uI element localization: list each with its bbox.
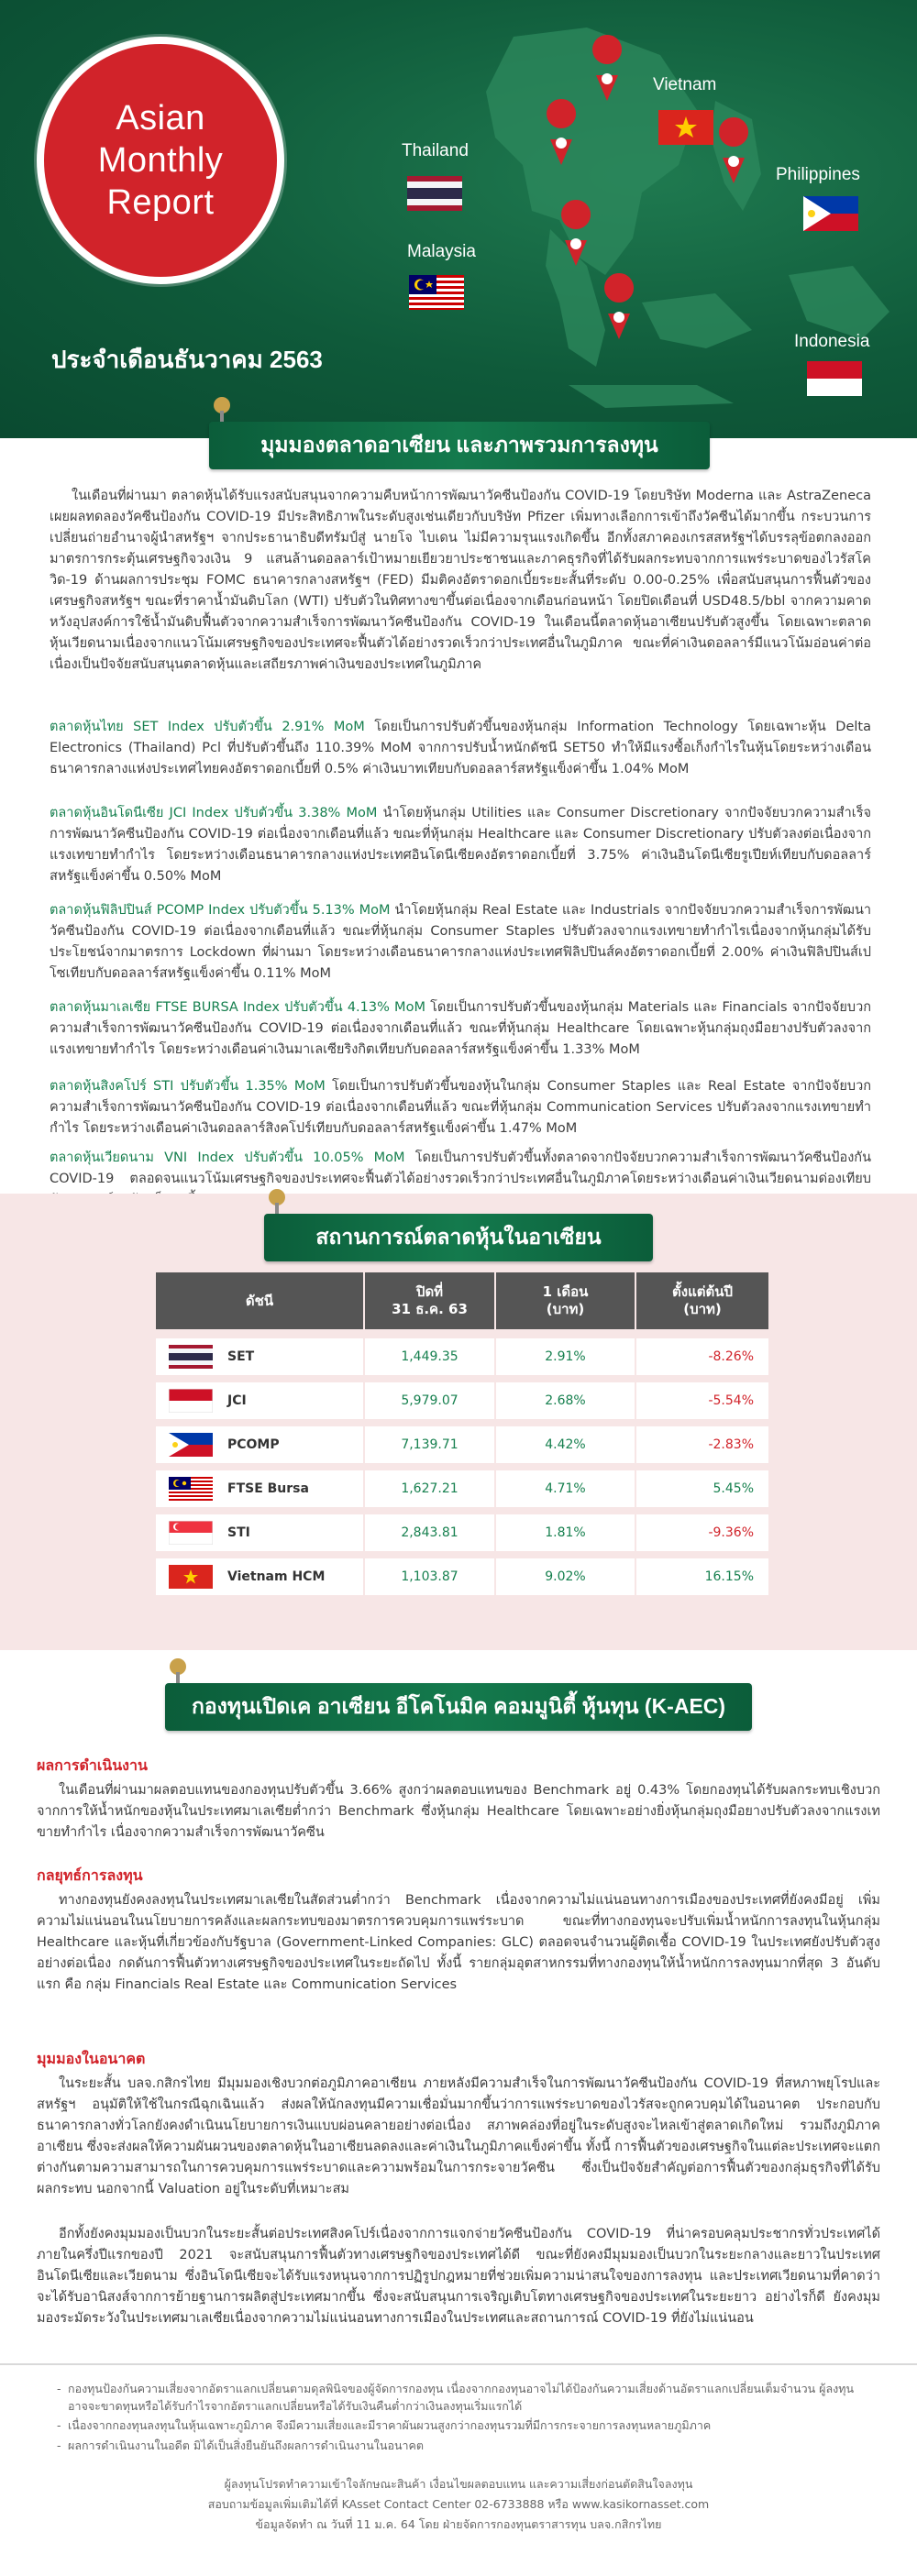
- row-name: Vietnam HCM: [227, 1569, 326, 1584]
- philippines-flag-icon: [169, 1433, 213, 1457]
- footer-divider: [0, 2363, 917, 2365]
- outlook-text-2: อีกทั้งยังคงมุมมองเป็นบวกในระยะสั้นต่อประเทศสิงคโปร์เนื่องจากการแจกจ่ายวัคซีนป้องกัน COVID-19 ที่น่าครอบคลุมประชากรทั่วประเทศได้ภายในครึ่งปีแรกของปี 2021 จะสนับสนุนการฟื้นตัวทางเศรษฐกิจของประเทศได้ดี ขณะที่ยังคงมีมุมมองเป็นบวกในระยะกลางและยาวในประเทศอินโดนีเซียและเวียดนาม ซึ่งอินโดนีเซียจะได้รับแรงหนุนจากการปฏิรูปกฎหมายที่ช่วยเพิ่มความน่าสนใจของการลงทุน และประเทศเวียดนามที่คาดว่าจะได้รับอานิสงส์จากการย้ายฐานการผลิตสู่ประเทศมากขึ้น ซึ่งจะสนับสนุนการเจริญเติบโตทางเศรษฐกิจของประเทศในระยะยาว อย่างไรก็ดี ยังคงมุมมองระมัดระวังในประเทศมาเลเซียเนื่องจากความไม่แน่นอนทางการเมืองในประเทศและสถานการณ์ COVID-19 ที่ยังไม่แน่นอน: [37, 2227, 880, 2326]
- strategy-heading: กลยุทธ์การลงทุน: [37, 1866, 143, 1884]
- row-name-cell: [156, 1470, 365, 1507]
- indonesia-flag-icon: [807, 361, 862, 396]
- footer-note-1: - กองทุนป้องกันความเสี่ยงจากอัตราแลกเปลี่ยนตามดุลพินิจของผู้จัดการกองทุน เนื่องจากกองทุนอาจไม่ได้ป้องกันความเสี่ยงด้านอัตราแลกเปลี่ยนเต็มจำนวน ผู้ลงทุนอาจจะขาดทุนหรือได้รับกำไรจากอัตราแลกเปลี่ยนหรือได้รับเงินคืนต่ำกว่าเงินลงทุนเริ่มแรกได้: [68, 2380, 856, 2415]
- footer-note-3: - ผลการดำเนินงานในอดีต มิได้เป็นสิ่งยืนยันถึงผลการดำเนินงานในอนาคต: [68, 2437, 856, 2454]
- country-label-thailand: Thailand: [402, 141, 469, 160]
- header-close-line1: ปิดที่: [415, 1283, 444, 1300]
- singapore-market-paragraph: [50, 1076, 871, 1139]
- header-hero: [0, 0, 917, 438]
- asian-monthly-report-badge: [37, 37, 284, 284]
- row-name-cell: [156, 1382, 365, 1419]
- outlook-paragraph-1: [37, 2074, 880, 2200]
- row-close: 1,627.21: [365, 1470, 496, 1507]
- header-ytd-line2: (บาท): [683, 1301, 722, 1317]
- vietnam-flag-icon: [658, 110, 713, 145]
- row-close: 1,449.35: [365, 1338, 496, 1375]
- badge-line-2: Monthly: [97, 141, 224, 180]
- row-name-cell: [156, 1426, 365, 1463]
- strategy-text: ทางกองทุนยังคงลงทุนในประเทศมาเลเซียในสัดส่วนต่ำกว่า Benchmark เนื่องจากความไม่แน่นอนทางการเมืองของประเทศที่ยังคงมีอยู่ เพิ่มความไม่แน่นอนในนโยบายการคลังและผลกระทบของมาตรการควบคุมการแพร่ระบาด ขณะที่ทางกองทุนจะปรับเพิ่มน้ำหนักการลงทุนในหุ้นกลุ่ม Healthcare และหุ้นที่เกี่ยวข้องกับรัฐบาล (Government-Linked Companies: GLC) ตลอดจนจำนวนผู้ติดเชื้อ COVID-19 ในประเทศยังปรับตัวสูงอย่างต่อเนื่อง กดดันการฟื้นตัวทางเศรษฐกิจของประเทศในระยะถัดไป ทั้งนี้ รายกลุ่มอุตสาหกรรมที่ทางกองทุนให้น้ำหนักการลงทุนมากที่สุด 3 อันดับแรก คือ กลุ่ม Financials Real Estate และ Communication Services: [37, 1893, 880, 1992]
- sti-body-text: โดยเป็นการปรับตัวขึ้นของหุ้นในกลุ่ม Consumer Staples และ Real Estate จากปัจจัยบวกความสำเร็จการพัฒนาวัคซีนป้องกัน COVID-19 ต่อเนื่องจากเดือนที่แล้ว ขณะที่หุ้นกลุ่ม Communication Services ปรับตัวลงจากแรงเทขายทำกำไร โดยระหว่างเดือนค่าเงินดอลลาร์สิงคโปร์เทียบกับดอลลาร์สหรัฐแข็งค่าขึ้น 1.47% MoM: [50, 1079, 871, 1136]
- table-row-pcomp: [156, 1426, 768, 1463]
- malaysia-market-paragraph: [50, 997, 871, 1061]
- performance-text: ในเดือนที่ผ่านมาผลตอบแทนของกองทุนปรับตัวขึ้น 3.66% สูงกว่าผลตอบแทนของ Benchmark อยู่ 0.43% โดยกองทุนได้รับผลกระทบเชิงบวกจากการให้น้ำหนักของหุ้นในประเทศมาเลเซียต่ำกว่า Benchmark ซึ่งหุ้นกลุ่ม Healthcare โดยเฉพาะอย่างยิ่งหุ้นกลุ่มถุงมือยางปรับตัวลงจากแรงเทขายทำกำไร เนื่องจากความสำเร็จการพัฒนาวัคซีน: [37, 1783, 880, 1840]
- country-label-vietnam: Vietnam: [653, 75, 717, 94]
- footer-note-2: - เนื่องจากกองทุนลงทุนในหุ้นเฉพาะภูมิภาค จึงมีความเสี่ยงและมีราคาผันผวนสูงกว่ากองทุนรวมที่มีการกระจายการลงทุนหลายภูมิภาค: [68, 2416, 856, 2434]
- table-row-set: [156, 1338, 768, 1375]
- malaysia-flag-icon: [409, 275, 464, 310]
- singapore-flag-icon: [169, 1521, 213, 1545]
- header-ytd-line1: ตั้งแต่ต้นปี: [672, 1283, 733, 1300]
- header-month: [496, 1272, 636, 1329]
- row-close: 7,139.71: [365, 1426, 496, 1463]
- intro-paragraph: [50, 486, 871, 676]
- section-banner-market-status: สถานการณ์ตลาดหุ้นในอาเซียน: [264, 1214, 653, 1261]
- indonesia-flag-icon: [169, 1389, 213, 1413]
- row-month: 4.71%: [496, 1470, 636, 1507]
- row-close: 5,979.07: [365, 1382, 496, 1419]
- row-ytd: -5.54%: [636, 1382, 768, 1419]
- performance-heading: ผลการดำเนินงาน: [37, 1756, 148, 1774]
- row-name: SET: [227, 1349, 255, 1364]
- strategy-paragraph: [37, 1890, 880, 1996]
- header-ytd: [636, 1272, 768, 1329]
- vni-body-text: โดยเป็นการปรับตัวขึ้นทั้งตลาดจากปัจจัยบวกความสำเร็จการพัฒนาวัคซีนป้องกัน COVID-19 ตลอดจนแนวโน้มเศรษฐกิจของประเทศจะฟื้นตัวได้อย่างรวดเร็วกว่าประเทศอื่นในภูมิภาคโดยระหว่างเดือนค่าเงินเวียดนามด่องเทียบ: [50, 1150, 871, 1186]
- thailand-flag-icon: [169, 1345, 213, 1369]
- row-ytd: 16.15%: [636, 1558, 768, 1595]
- row-month: 4.42%: [496, 1426, 636, 1463]
- header-month-line1: 1 เดือน: [542, 1283, 589, 1300]
- table-row-sti: [156, 1514, 768, 1551]
- vni-lead-text: ตลาดหุ้นเวียดนาม VNI Index ปรับตัวขึ้น 10.05% MoM: [50, 1150, 405, 1165]
- table-row-jci: [156, 1382, 768, 1419]
- table-row-ftse-bursa: [156, 1470, 768, 1507]
- performance-paragraph: [37, 1780, 880, 1844]
- footer-disclaimer-3: ข้อมูลจัดทำ ณ วันที่ 11 ม.ค. 64 โดย ฝ่ายจัดการกองทุนตราสารทุน บลจ.กสิกรไทย: [255, 2517, 662, 2531]
- philippines-market-paragraph: [50, 900, 871, 985]
- row-month: 1.81%: [496, 1514, 636, 1551]
- footer-disclaimer-1: ผู้ลงทุนโปรดทำความเข้าใจลักษณะสินค้า เงื่อนไขผลตอบแทน และความเสี่ยงก่อนตัดสินใจลงทุน: [224, 2477, 693, 2491]
- thailand-market-paragraph: [50, 717, 871, 780]
- malaysia-flag-icon: [169, 1477, 213, 1501]
- badge-line-1: Asian: [116, 99, 205, 138]
- header-month-line2: (บาท): [546, 1301, 585, 1317]
- table-row-vietnam-hcm: [156, 1558, 768, 1595]
- badge-line-3: Report: [106, 183, 215, 222]
- set-body-text: โดยเป็นการปรับตัวขึ้นของหุ้นกลุ่ม Information Technology โดยเฉพาะหุ้น Delta Electronics (Thailand) Pcl ที่ปรับตัวขึ้นถึง 110.39% MoM จากการปรับน้ำหนักดัชนี SET50 ทำให้มีแรงซื้อเก็งกำไรในหุ้นโดยระหว่างเดือนธนาคารกลางแห่งประเทศไทยคงอัตราดอกเบี้ยที่ 0.5% ค่าเงินบาทเทียบกับดอลลาร์สหรัฐแข็งค่าขึ้น 1.04% MoM: [50, 720, 871, 776]
- jci-body-text: นำโดยหุ้นกลุ่ม Utilities และ Consumer Discretionary จากปัจจัยบวกความสำเร็จการพัฒนาวัคซีนป้องกัน COVID-19 ต่อเนื่องจากเดือนที่แล้ว ขณะที่หุ้นกลุ่ม Healthcare และ Consumer Discretionary ปรับตัวลงต่อเนื่องจากแรงเทขายทำกำไร โดยระหว่างเดือนธนาคารกลางแห่งประเทศอินโดนีเซียคงอัตราดอกเบี้ยที่ 3.75% ค่าเงินอินโดนีเซียรูเปียห์เทียบกับดอลลาร์สหรัฐแข็งค่าขึ้น 0.50% MoM: [50, 806, 871, 884]
- sti-lead-text: ตลาดหุ้นสิงคโปร์ STI ปรับตัวขึ้น 1.35% MoM: [50, 1079, 326, 1094]
- pcomp-body-text: นำโดยหุ้นกลุ่ม Real Estate และ Industrials จากปัจจัยบวกความสำเร็จการพัฒนาวัคซีนป้องกัน COVID-19 ต่อเนื่องจากเดือนที่แล้ว ขณะที่หุ้นกลุ่ม Consumer Staples ปรับตัวลงจากแรงเทขายทำกำไรเนื่องจากหุ้นกลุ่มได้รับประโยชน์จากมาตรการ Lockdown ที่ผ่านมา โดยระหว่างเดือนธนาคารกลางแห่งประเทศฟิลิปปินส์คงอัตราดอกเบี้ยที่ 2.00% ค่าเงินฟิลิปปินส์เปโซเทียบกับดอลลาร์สหรัฐแข็งค่าขึ้น 0.11% MoM: [50, 903, 872, 981]
- klci-body-text: โดยเป็นการปรับตัวขึ้นของหุ้นกลุ่ม Materials และ Financials จากปัจจัยบวกความสำเร็จการพัฒนาวัคซีนป้องกัน COVID-19 ต่อเนื่องจากเดือนที่แล้ว ขณะที่หุ้นกลุ่ม Healthcare โดยเฉพาะหุ้นกลุ่มถุงมือยางปรับตัวลงจากแรงเทขายทำกำไร โดยระหว่างเดือนค่าเงินมาเลเซียริงกิตเทียบกับดอลลาร์สหรัฐแข็งค่าขึ้น 1.33% MoM: [50, 1000, 872, 1057]
- jci-lead-text: ตลาดหุ้นอินโดนีเซีย JCI Index ปรับตัวขึ้น 3.38% MoM: [50, 806, 378, 820]
- philippines-flag-icon: [803, 196, 858, 231]
- row-ytd: -8.26%: [636, 1338, 768, 1375]
- footer-disclaimer-2: สอบถามข้อมูลเพิ่มเติมได้ที่ KAsset Contact Center 02-6733888 หรือ www.kasikornasset.com: [207, 2497, 710, 2511]
- country-label-indonesia: Indonesia: [794, 332, 870, 351]
- row-name: JCI: [227, 1393, 247, 1408]
- row-name: STI: [227, 1525, 250, 1540]
- row-name-cell: [156, 1558, 365, 1595]
- vietnam-flag-icon: [169, 1565, 213, 1589]
- thailand-flag-icon: [407, 176, 462, 211]
- header-close-line2: 31 ธ.ค. 63: [392, 1301, 468, 1317]
- set-lead-text: ตลาดหุ้นไทย SET Index ปรับตัวขึ้น 2.91% MoM: [50, 720, 365, 734]
- intro-text: ในเดือนที่ผ่านมา ตลาดหุ้นได้รับแรงสนับสนุนจากความคืบหน้าการพัฒนาวัคซีนป้องกัน COVID-19 โดยบริษัท Moderna และ AstraZeneca เผยผลทดลองวัคซีนป้องกัน COVID-19 มีประสิทธิภาพในระดับสูงเช่นเดียวกับบริษัท Pfizer เพิ่มทางเลือกการเข้าถึงวัคซีนได้มากขึ้น กระบวนการเปลี่ยนถ่ายอำนาจผู้นำสหรัฐฯ จากประธานาธิบดีทรัมป์สู่ นายโจ ไบเดน ไม่มีความรุนแรงเกิดขึ้น อีกทั้งสภาคองเกรสสหรัฐฯได้บรรลุข้อตกลงออกมาตรการกระตุ้นเศรษฐกิจวงเงิน 9 แสนล้านดอลลาร์เป้าหมายเยียวยาประชาชนและภาคธุรกิจที่ได้รับผลกระทบจากการแพร่ระบาดของไวรัสโควิด-19 ด้านผลการประชุม FOMC ธนาคารกลางสหรัฐฯ (FED) มีมติคงอัตราดอกเบี้ยระยะสั้นที่ระดับ 0.00-0.25% เพื่อสนับสนุนการฟื้นตัวของเศรษฐกิจสหรัฐฯ ขณะที่ราคาน้ำมันดิบโลก (WTI) ปรับตัวในทิศทางขาขึ้นต่อเนื่องจากเดือนก่อนหน้า โดยปิดเดือนที่ USD48.5/bbl จากความคาดหวังอุปสงค์การใช้น้ำมันดิบฟื้นตัวจากความสำเร็จการพัฒนาวัคซีนป้องกัน COVID-19 ในเดือนนี้ตลาดหุ้นอาเซียนปรับตัวสูงขึ้น โดยเฉพาะตลาดหุ้นเวียดนามเนื่องจากแนวโน้มเศรษฐกิจของประเทศจะฟื้นตัวได้อย่างรวดเร็วกว่าประเทศอื่นในภูมิภาค ขณะที่ค่าเงินดอลลาร์มีแนวโน้มอ่อนค่าต่อเนื่องเป็นปัจจัยสนับสนุนตลาดหุ้นและเสถียรภาพค่าเงินของประเทศในภูมิภาค: [50, 489, 871, 672]
- row-ytd: -9.36%: [636, 1514, 768, 1551]
- row-name-cell: [156, 1338, 365, 1375]
- row-name: FTSE Bursa: [227, 1481, 309, 1496]
- outlook-text-1: ในระยะสั้น บลจ.กสิกรไทย มีมุมมองเชิงบวกต่อภูมิภาคอาเซียน ภายหลังมีความสำเร็จในการพัฒนาวัคซีนป้องกัน COVID-19 ที่สหภาพยุโรปและสหรัฐฯ อนุมัติให้ใช้ในกรณีฉุกเฉินแล้ว ส่งผลให้นักลงทุนมีความเชื่อมั่นมากขึ้นว่าการแพร่ระบาดของไวรัสจะถูกควบคุมได้ในอนาคต ประกอบกับธนาคารกลางทั่วโลกยังคงดำเนินนโยบายการเงินแบบผ่อนคลายอย่างต่อเนื่อง สภาพคล่องที่อยู่ในระดับสูงจะไหลเข้าสู่ตลาดเกิดใหม่ รวมถึงภูมิภาคอาเซียน ซึ่งจะส่งผลให้ความผันผวนของตลาดหุ้นในอาเซียนลดลงและค่าเงินในภูมิภาคแข็งค่าขึ้น ทั้งนี้ การฟื้นตัวของเศรษฐกิจในแต่ละประเทศจะแตกต่างกันตามความสามารถในการควบคุมการแพร่ระบาดและความพร้อมในการกระจายวัคซีน ซึ่งเป็นปัจจัยสำคัญต่อการฟื้นตัวของกลุ่มธุรกิจที่ได้รับผลกระทบ นอกจากนี้ Valuation อยู่ในระดับที่เหมาะสม: [37, 2076, 880, 2196]
- header-index: ดัชนี: [156, 1272, 365, 1329]
- klci-lead-text: ตลาดหุ้นมาเลเซีย FTSE BURSA Index ปรับตัวขึ้น 4.13% MoM: [50, 1000, 425, 1015]
- country-label-malaysia: Malaysia: [407, 242, 476, 261]
- country-label-philippines: Philippines: [776, 165, 860, 184]
- report-month-title: ประจำเดือนธันวาคม 2563: [51, 346, 323, 373]
- row-name: PCOMP: [227, 1437, 280, 1452]
- outlook-heading: มุมมองในอนาคต: [37, 2050, 146, 2067]
- outlook-paragraph-2: [37, 2224, 880, 2329]
- section-banner-asean-view: มุมมองตลาดอาเซียน และภาพรวมการลงทุน: [209, 422, 710, 469]
- row-month: 2.91%: [496, 1338, 636, 1375]
- row-close: 2,843.81: [365, 1514, 496, 1551]
- market-table-header: [156, 1272, 768, 1329]
- row-close: 1,103.87: [365, 1558, 496, 1595]
- row-month: 9.02%: [496, 1558, 636, 1595]
- pcomp-lead-text: ตลาดหุ้นฟิลิปปินส์ PCOMP Index ปรับตัวขึ้น 5.13% MoM: [50, 903, 391, 918]
- row-ytd: 5.45%: [636, 1470, 768, 1507]
- indonesia-market-paragraph: [50, 803, 871, 887]
- section-banner-k-aec-fund: กองทุนเปิดเค อาเซียน อีโคโนมิค คอมมูนิตี้ หุ้นทุน (K-AEC): [165, 1683, 752, 1731]
- row-ytd: -2.83%: [636, 1426, 768, 1463]
- row-name-cell: [156, 1514, 365, 1551]
- header-close: [365, 1272, 496, 1329]
- row-month: 2.68%: [496, 1382, 636, 1419]
